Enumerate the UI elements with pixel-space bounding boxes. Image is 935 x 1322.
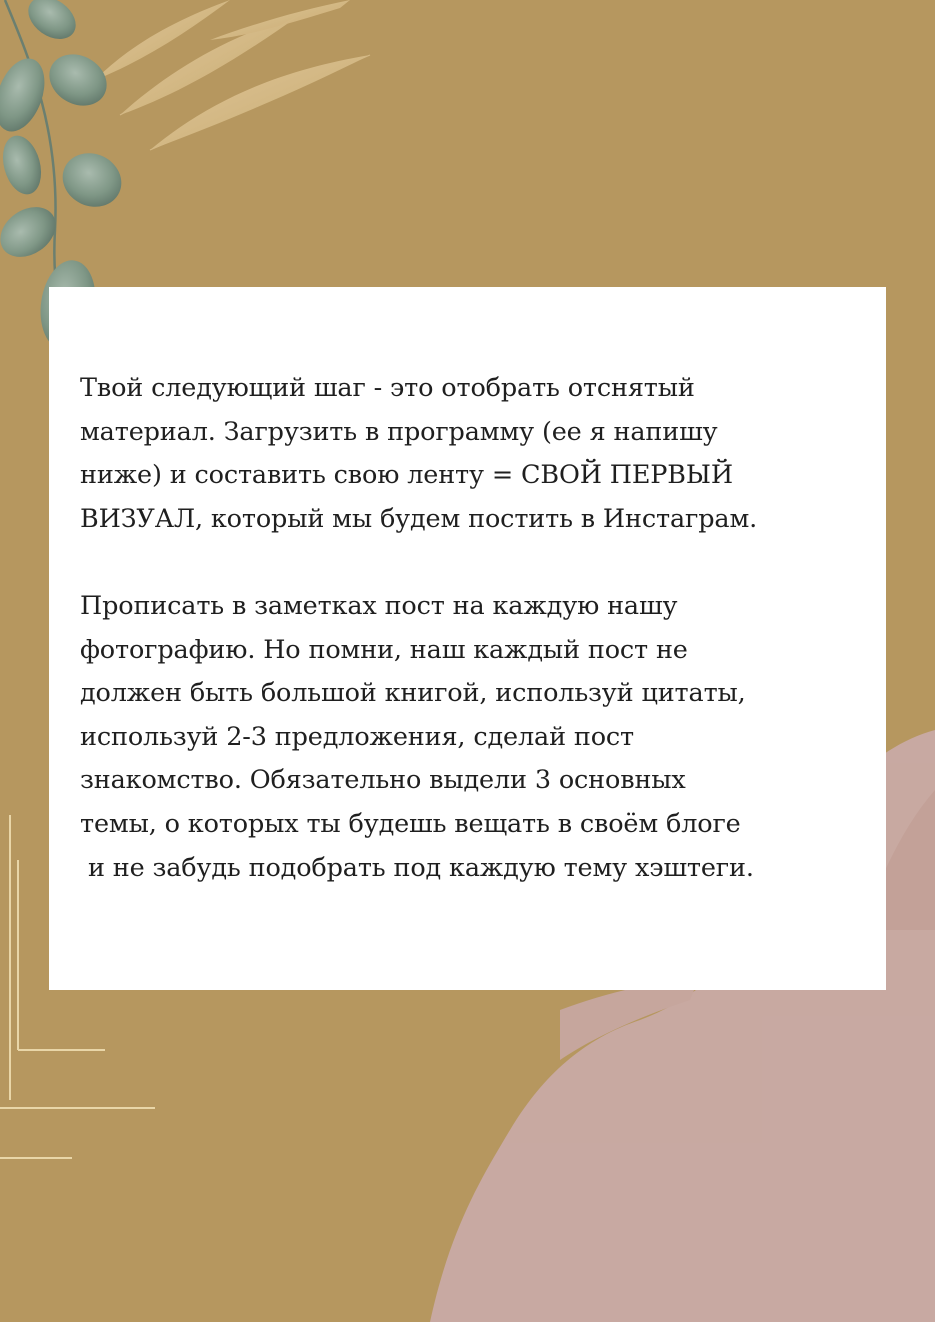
text-line: и не забудь подобрать под каждую тему хэштеги. bbox=[80, 852, 754, 883]
text-line: Твой следующий шаг - это отобрать отснятый bbox=[80, 373, 695, 403]
text-line: знакомство. Обязательно выдели 3 основных bbox=[80, 765, 686, 796]
text-line: ВИЗУАЛ, который мы будем постить в Инстаграм. bbox=[80, 503, 758, 534]
paragraph-1 bbox=[80, 367, 870, 541]
text-line: Прописать в заметках пост на каждую нашу bbox=[80, 590, 678, 621]
text-line: ниже) и составить свою ленту = СВОЙ ПЕРВЫЙ bbox=[80, 460, 733, 491]
text-line: фотографию. Но помни, наш каждый пост не bbox=[80, 634, 688, 665]
paragraph-gap bbox=[80, 541, 870, 585]
text-line: должен быть большой книгой, используй цитаты, bbox=[80, 678, 746, 709]
card-text bbox=[80, 367, 870, 890]
text-line: темы, о которых ты будешь вещать в своём блоге bbox=[80, 808, 741, 839]
paragraph-2 bbox=[80, 585, 870, 890]
text-line: используй 2-3 предложения, сделай пост bbox=[80, 721, 635, 752]
gold-leaves bbox=[95, 0, 370, 150]
text-line: материал. Загрузить в программу (ее я напишу bbox=[80, 416, 718, 447]
text-card bbox=[49, 287, 886, 990]
